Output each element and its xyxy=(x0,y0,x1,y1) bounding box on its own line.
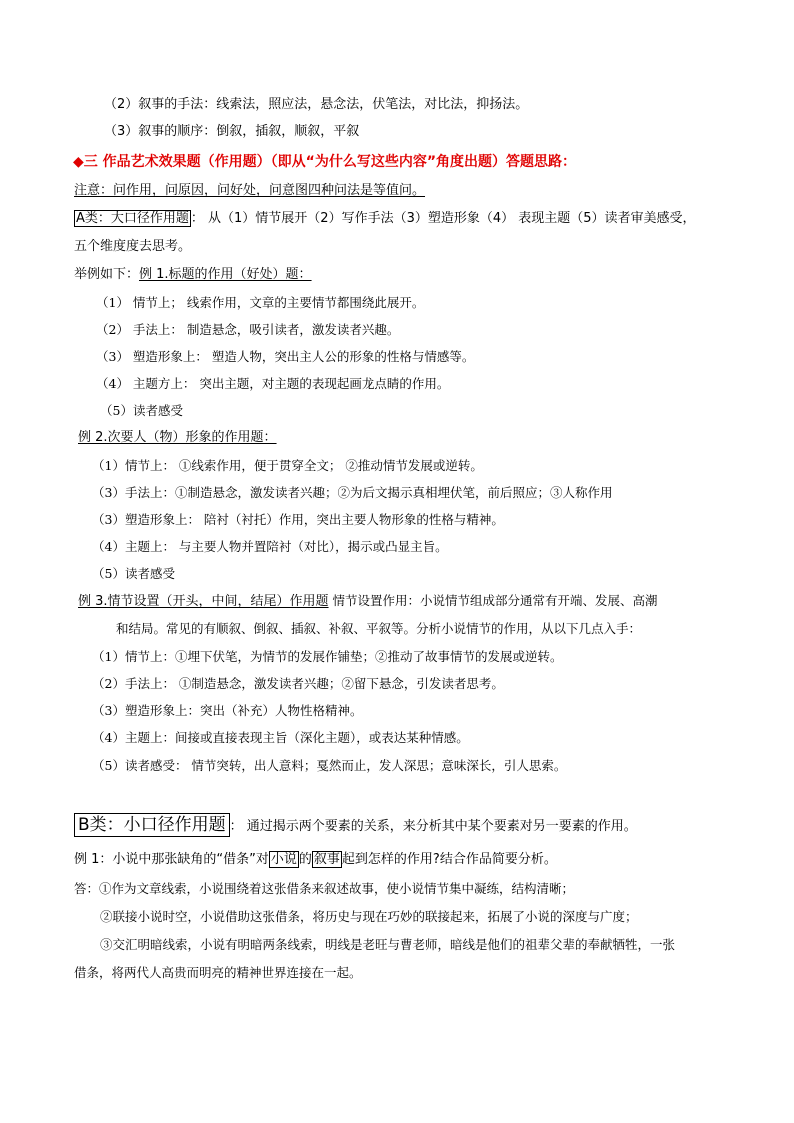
ex1-item: （1） 情节上； 线索作用，文章的主要情节都围绕此展开。 xyxy=(96,295,425,310)
ex1-item: （2） 手法上： 制造悬念，吸引读者，激发读者兴趣。 xyxy=(96,322,400,337)
classA-desc: ： 从（1）情节展开（2）写作手法（3）塑造形象（4） 表现主题（5）读者审美感受， xyxy=(190,211,696,226)
ex3-desc2: 和结局。常见的有顺叙、倒叙、插叙、补叙、平叙等。分析小说情节的作用，从以下几点入手： xyxy=(116,621,642,636)
classB-example-post: 起到怎样的作用?结合作品简要分析。 xyxy=(341,852,557,867)
classB-example-box-narrative: 叙事 xyxy=(313,852,340,867)
ex3-desc: 情节设置作用：小说情节组成部分通常有开端、发展、高潮 xyxy=(328,593,658,608)
classB-answer: ②联接小说时空，小说借助这张借条，将历史与现在巧妙的联接起来，拓展了小说的深度与广度； xyxy=(100,909,638,924)
ex3-item: （5）读者感受： 情节突转，出人意料；戛然而止，发人深思；意味深长，引人思索。 xyxy=(92,758,567,773)
ex2-title: 例 2.次要人（物）形象的作用题： xyxy=(78,430,277,445)
ex2-item: （1）情节上： ①线索作用，便于贯穿全文； ②推动情节发展或逆转。 xyxy=(92,458,483,473)
narrative-order: （3）叙事的顺序：倒叙，插叙，顺叙，平叙 xyxy=(104,124,360,139)
classB-desc: ： 通过揭示两个要素的关系，来分析其中某个要素对另一要素的作用。 xyxy=(229,819,637,834)
classB-line xyxy=(74,814,637,838)
narrative-technique: （2）叙事的手法：线索法，照应法，悬念法，伏笔法，对比法，抑扬法。 xyxy=(104,97,529,112)
section3-note: 注意：问作用，问原因，问好处，问意图四种问法是等值问。 xyxy=(74,183,426,198)
ex1-item: （5）读者感受 xyxy=(100,403,183,418)
classB-label: B类：小口径作用题 xyxy=(74,813,230,837)
section3-heading-text: 三 作品艺术效果题（作用题）（即从“为什么写这些内容”角度出题）答题思路： xyxy=(83,154,577,170)
ex1-item: （4） 主题方上： 突出主题，对主题的表现起画龙点睛的作用。 xyxy=(96,376,450,391)
ex1-item: （3） 塑造形象上： 塑造人物，突出主人公的形象的性格与情感等。 xyxy=(96,349,475,364)
ex2-item: （4）主题上： 与主要人物并置陪衬（对比），揭示或凸显主旨。 xyxy=(92,539,448,554)
diamond-bullet-icon: ◆ xyxy=(73,154,84,170)
ex2-item: （3）手法上：①制造悬念，激发读者兴趣；②为后文揭示真相埋伏笔，前后照应；③人称作用 xyxy=(92,485,613,500)
ex1-title: 例 1.标题的作用（好处）题： xyxy=(139,267,312,282)
ex3-item: （4）主题上：间接或直接表现主旨（深化主题），或表达某种情感。 xyxy=(92,730,469,745)
ex3-item: （3）塑造形象上：突出（补充）人物性格精神。 xyxy=(92,703,363,718)
classB-answer: ③交汇明暗线索，小说有明暗两条线索，明线是老旺与曹老师，暗线是他们的祖辈父辈的奉献牺牲，一张 xyxy=(100,937,676,952)
classA-label: A类：大口径作用题 xyxy=(76,211,189,226)
ex3-title: 例 3.情节设置（开头，中间，结尾）作用题 xyxy=(78,594,329,609)
classB-example-box-novel: 小说 xyxy=(270,852,297,867)
classB-example-pre: 例 1：小说中那张缺角的“借条”对 xyxy=(74,852,269,867)
example-intro: 举例如下： xyxy=(74,267,140,282)
ex3-item: （2）手法上： ①制造悬念，激发读者兴趣；②留下悬念，引发读者思考。 xyxy=(92,676,504,691)
classB-answer: 答：①作为文章线索，小说围绕着这张借条来叙述故事，使小说情节集中凝练，结构清晰； xyxy=(74,881,575,896)
classA-example-intro-line xyxy=(74,267,312,283)
ex2-item: （5）读者感受 xyxy=(92,566,175,581)
classB-example-mid: 的 xyxy=(298,852,312,867)
classB-answer: 借条，将两代人高贵而明亮的精神世界连接在一起。 xyxy=(74,965,362,980)
classB-example xyxy=(74,852,557,868)
ex3-item: （1）情节上：①埋下伏笔，为情节的发展作铺垫；②推动了故事情节的发展或逆转。 xyxy=(92,649,563,664)
classA-desc2: 五个维度度去思考。 xyxy=(74,239,192,254)
ex2-item: （3）塑造形象上： 陪衬（衬托）作用，突出主要人物形象的性格与精神。 xyxy=(92,512,504,527)
classA-line xyxy=(74,211,696,227)
section3-heading xyxy=(73,154,576,170)
ex3-title-line xyxy=(78,593,658,610)
